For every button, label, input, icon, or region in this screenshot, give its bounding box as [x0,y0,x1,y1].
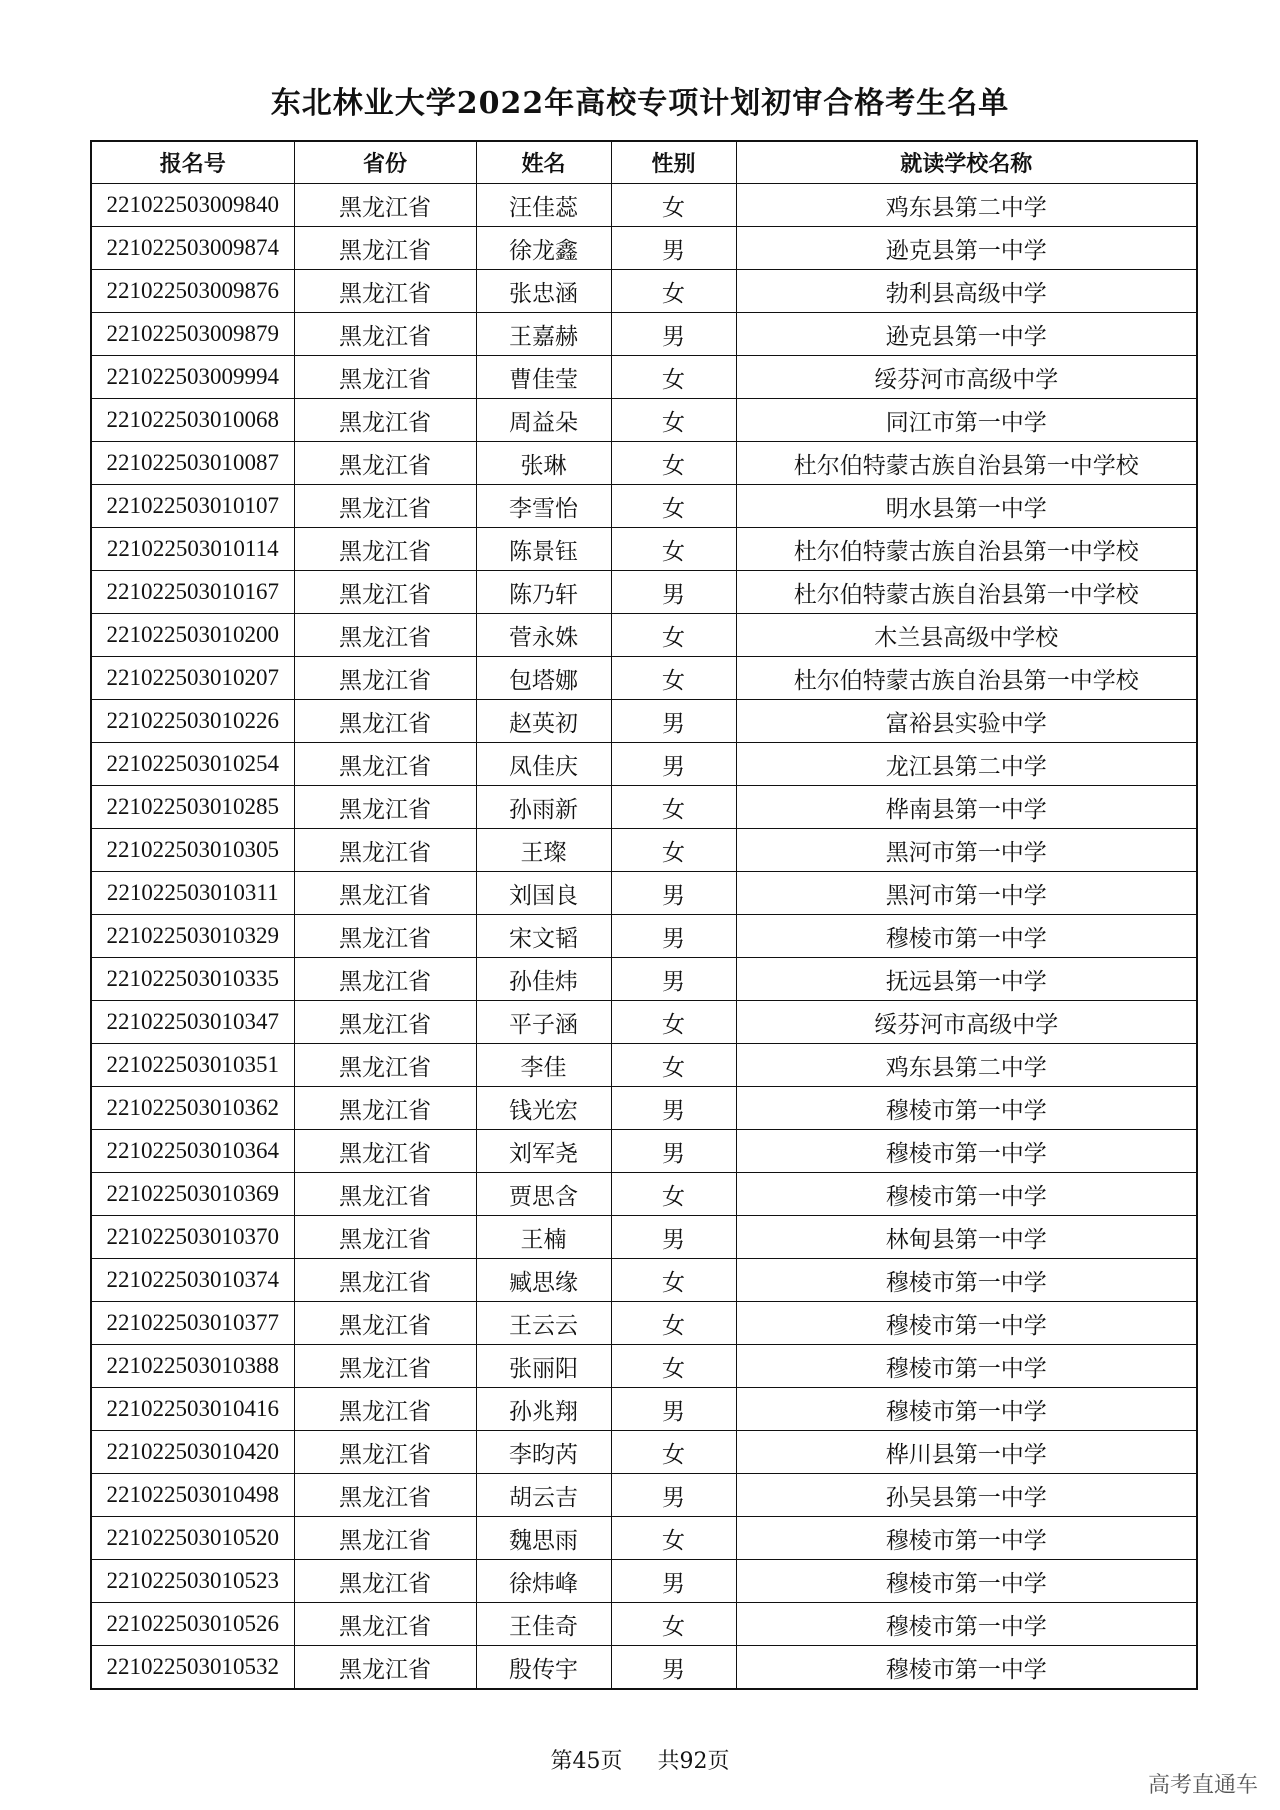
cell-name: 徐龙鑫 [476,227,611,270]
table-row [91,1130,1197,1173]
cell-registration-number: 221022503010370 [91,1216,294,1259]
cell-province: 黑龙江省 [294,1474,476,1517]
cell-registration-number: 221022503010226 [91,700,294,743]
cell-name: 王楠 [476,1216,611,1259]
cell-school: 穆棱市第一中学 [736,1130,1197,1173]
cell-gender: 女 [611,442,736,485]
cell-school: 黑河市第一中学 [736,872,1197,915]
cell-registration-number: 221022503010285 [91,786,294,829]
cell-school: 明水县第一中学 [736,485,1197,528]
cell-province: 黑龙江省 [294,270,476,313]
cell-province: 黑龙江省 [294,1130,476,1173]
table-row [91,1474,1197,1517]
cell-registration-number: 221022503010347 [91,1001,294,1044]
cell-name: 陈景钰 [476,528,611,571]
table-row [91,1259,1197,1302]
cell-registration-number: 221022503010087 [91,442,294,485]
cell-gender: 女 [611,829,736,872]
cell-province: 黑龙江省 [294,958,476,1001]
table-row [91,614,1197,657]
cell-registration-number: 221022503010107 [91,485,294,528]
cell-province: 黑龙江省 [294,872,476,915]
cell-gender: 男 [611,958,736,1001]
cell-gender: 男 [611,1130,736,1173]
cell-gender: 女 [611,1044,736,1087]
table-row [91,184,1197,227]
cell-province: 黑龙江省 [294,1173,476,1216]
cell-province: 黑龙江省 [294,1646,476,1690]
cell-registration-number: 221022503010526 [91,1603,294,1646]
table-row [91,399,1197,442]
column-header-registration-number: 报名号 [91,141,294,184]
cell-school: 穆棱市第一中学 [736,1302,1197,1345]
cell-gender: 女 [611,1517,736,1560]
cell-province: 黑龙江省 [294,1431,476,1474]
cell-name: 李昀芮 [476,1431,611,1474]
cell-school: 穆棱市第一中学 [736,1259,1197,1302]
cell-province: 黑龙江省 [294,313,476,356]
cell-name: 李佳 [476,1044,611,1087]
table-row [91,700,1197,743]
cell-school: 穆棱市第一中学 [736,1603,1197,1646]
candidate-table [90,140,1198,1690]
cell-gender: 男 [611,872,736,915]
cell-name: 钱光宏 [476,1087,611,1130]
table-row [91,1173,1197,1216]
cell-province: 黑龙江省 [294,1302,476,1345]
table-row [91,1431,1197,1474]
cell-name: 陈乃轩 [476,571,611,614]
cell-gender: 男 [611,700,736,743]
cell-school: 穆棱市第一中学 [736,1517,1197,1560]
table-row [91,1345,1197,1388]
cell-gender: 女 [611,1001,736,1044]
cell-registration-number: 221022503010362 [91,1087,294,1130]
cell-province: 黑龙江省 [294,1216,476,1259]
cell-school: 杜尔伯特蒙古族自治县第一中学校 [736,571,1197,614]
cell-registration-number: 221022503010167 [91,571,294,614]
column-header-name: 姓名 [476,141,611,184]
cell-name: 张忠涵 [476,270,611,313]
table-row [91,270,1197,313]
cell-school: 勃利县高级中学 [736,270,1197,313]
cell-school: 孙吴县第一中学 [736,1474,1197,1517]
cell-registration-number: 221022503010254 [91,743,294,786]
cell-name: 宋文韬 [476,915,611,958]
cell-name: 徐炜峰 [476,1560,611,1603]
cell-province: 黑龙江省 [294,700,476,743]
cell-name: 凤佳庆 [476,743,611,786]
cell-province: 黑龙江省 [294,657,476,700]
table-row [91,872,1197,915]
cell-school: 穆棱市第一中学 [736,1173,1197,1216]
cell-registration-number: 221022503010364 [91,1130,294,1173]
table-row [91,1044,1197,1087]
column-header-school: 就读学校名称 [736,141,1197,184]
cell-school: 同江市第一中学 [736,399,1197,442]
cell-name: 平子涵 [476,1001,611,1044]
table-row [91,1388,1197,1431]
cell-province: 黑龙江省 [294,571,476,614]
cell-name: 刘军尧 [476,1130,611,1173]
cell-province: 黑龙江省 [294,1259,476,1302]
cell-gender: 男 [611,1388,736,1431]
cell-name: 孙雨新 [476,786,611,829]
cell-province: 黑龙江省 [294,614,476,657]
cell-school: 穆棱市第一中学 [736,1388,1197,1431]
cell-school: 杜尔伯特蒙古族自治县第一中学校 [736,442,1197,485]
cell-school: 逊克县第一中学 [736,313,1197,356]
cell-gender: 男 [611,743,736,786]
cell-province: 黑龙江省 [294,1603,476,1646]
cell-registration-number: 221022503009876 [91,270,294,313]
table-row [91,313,1197,356]
cell-registration-number: 221022503010532 [91,1646,294,1690]
cell-registration-number: 221022503010420 [91,1431,294,1474]
cell-province: 黑龙江省 [294,1087,476,1130]
page-current: 第45页 [550,1749,623,1774]
watermark: 高考直通车 [1147,1773,1258,1798]
cell-registration-number: 221022503009879 [91,313,294,356]
cell-province: 黑龙江省 [294,1388,476,1431]
cell-registration-number: 221022503009840 [91,184,294,227]
cell-school: 绥芬河市高级中学 [736,356,1197,399]
cell-name: 包塔娜 [476,657,611,700]
cell-province: 黑龙江省 [294,184,476,227]
cell-school: 林甸县第一中学 [736,1216,1197,1259]
cell-province: 黑龙江省 [294,399,476,442]
table-row [91,829,1197,872]
table-row [91,1216,1197,1259]
column-header-province: 省份 [294,141,476,184]
cell-school: 穆棱市第一中学 [736,915,1197,958]
cell-name: 胡云吉 [476,1474,611,1517]
table-body [91,184,1197,1690]
table-row [91,442,1197,485]
cell-name: 魏思雨 [476,1517,611,1560]
table-row [91,571,1197,614]
cell-gender: 女 [611,1345,736,1388]
cell-school: 鸡东县第二中学 [736,184,1197,227]
document-title: 东北林业大学2022年高校专项计划初审合格考生名单 [270,86,1010,121]
cell-province: 黑龙江省 [294,1001,476,1044]
cell-gender: 女 [611,614,736,657]
cell-registration-number: 221022503010523 [91,1560,294,1603]
cell-name: 臧思缘 [476,1259,611,1302]
cell-school: 穆棱市第一中学 [736,1345,1197,1388]
cell-gender: 女 [611,1173,736,1216]
cell-name: 菅永姝 [476,614,611,657]
cell-province: 黑龙江省 [294,1044,476,1087]
cell-name: 张丽阳 [476,1345,611,1388]
cell-name: 王璨 [476,829,611,872]
table-row [91,958,1197,1001]
cell-name: 孙佳炜 [476,958,611,1001]
cell-registration-number: 221022503010520 [91,1517,294,1560]
cell-province: 黑龙江省 [294,442,476,485]
column-header-gender: 性别 [611,141,736,184]
cell-gender: 女 [611,786,736,829]
cell-name: 王嘉赫 [476,313,611,356]
cell-registration-number: 221022503010388 [91,1345,294,1388]
cell-gender: 女 [611,1302,736,1345]
cell-name: 汪佳蕊 [476,184,611,227]
cell-province: 黑龙江省 [294,1345,476,1388]
cell-school: 穆棱市第一中学 [736,1087,1197,1130]
cell-gender: 男 [611,313,736,356]
cell-gender: 女 [611,1431,736,1474]
cell-province: 黑龙江省 [294,829,476,872]
cell-gender: 男 [611,1087,736,1130]
cell-province: 黑龙江省 [294,356,476,399]
cell-registration-number: 221022503010311 [91,872,294,915]
cell-gender: 女 [611,528,736,571]
table-row [91,1087,1197,1130]
cell-gender: 女 [611,1259,736,1302]
cell-registration-number: 221022503010416 [91,1388,294,1431]
cell-name: 殷传宇 [476,1646,611,1690]
table-row [91,1302,1197,1345]
page-indicator [0,1744,1280,1775]
table-row [91,786,1197,829]
cell-name: 张琳 [476,442,611,485]
cell-school: 杜尔伯特蒙古族自治县第一中学校 [736,528,1197,571]
cell-gender: 女 [611,184,736,227]
table-row [91,1517,1197,1560]
cell-registration-number: 221022503010377 [91,1302,294,1345]
table-row [91,528,1197,571]
cell-registration-number: 221022503010374 [91,1259,294,1302]
cell-registration-number: 221022503009874 [91,227,294,270]
cell-school: 黑河市第一中学 [736,829,1197,872]
table-header-row [91,141,1197,184]
cell-province: 黑龙江省 [294,743,476,786]
cell-school: 木兰县高级中学校 [736,614,1197,657]
cell-school: 桦南县第一中学 [736,786,1197,829]
cell-province: 黑龙江省 [294,227,476,270]
table-row [91,1646,1197,1690]
cell-school: 抚远县第一中学 [736,958,1197,1001]
cell-province: 黑龙江省 [294,1560,476,1603]
table-row [91,227,1197,270]
cell-school: 龙江县第二中学 [736,743,1197,786]
cell-gender: 男 [611,227,736,270]
cell-school: 绥芬河市高级中学 [736,1001,1197,1044]
cell-gender: 男 [611,1560,736,1603]
cell-province: 黑龙江省 [294,528,476,571]
cell-name: 贾思含 [476,1173,611,1216]
cell-gender: 男 [611,1474,736,1517]
cell-name: 曹佳莹 [476,356,611,399]
cell-gender: 女 [611,1603,736,1646]
table-row [91,657,1197,700]
cell-name: 孙兆翔 [476,1388,611,1431]
cell-registration-number: 221022503009994 [91,356,294,399]
cell-province: 黑龙江省 [294,786,476,829]
table-row [91,1560,1197,1603]
cell-name: 王云云 [476,1302,611,1345]
cell-gender: 女 [611,399,736,442]
cell-gender: 男 [611,1646,736,1690]
page-total: 共92页 [657,1749,730,1774]
cell-school: 穆棱市第一中学 [736,1646,1197,1690]
cell-registration-number: 221022503010498 [91,1474,294,1517]
cell-registration-number: 221022503010369 [91,1173,294,1216]
table-row [91,1001,1197,1044]
cell-province: 黑龙江省 [294,915,476,958]
cell-registration-number: 221022503010114 [91,528,294,571]
table-row [91,356,1197,399]
cell-gender: 女 [611,270,736,313]
cell-school: 鸡东县第二中学 [736,1044,1197,1087]
cell-name: 王佳奇 [476,1603,611,1646]
cell-registration-number: 221022503010200 [91,614,294,657]
cell-gender: 女 [611,485,736,528]
cell-province: 黑龙江省 [294,485,476,528]
cell-gender: 男 [611,915,736,958]
cell-school: 穆棱市第一中学 [736,1560,1197,1603]
cell-registration-number: 221022503010305 [91,829,294,872]
cell-school: 桦川县第一中学 [736,1431,1197,1474]
cell-registration-number: 221022503010068 [91,399,294,442]
cell-registration-number: 221022503010335 [91,958,294,1001]
cell-name: 赵英初 [476,700,611,743]
cell-registration-number: 221022503010207 [91,657,294,700]
cell-gender: 女 [611,657,736,700]
cell-gender: 女 [611,356,736,399]
cell-gender: 男 [611,571,736,614]
cell-registration-number: 221022503010351 [91,1044,294,1087]
cell-school: 逊克县第一中学 [736,227,1197,270]
cell-name: 周益朵 [476,399,611,442]
cell-name: 刘国良 [476,872,611,915]
cell-registration-number: 221022503010329 [91,915,294,958]
cell-name: 李雪怡 [476,485,611,528]
cell-province: 黑龙江省 [294,1517,476,1560]
table-row [91,485,1197,528]
cell-gender: 男 [611,1216,736,1259]
table-row [91,743,1197,786]
table-row [91,915,1197,958]
cell-school: 杜尔伯特蒙古族自治县第一中学校 [736,657,1197,700]
table-row [91,1603,1197,1646]
cell-school: 富裕县实验中学 [736,700,1197,743]
